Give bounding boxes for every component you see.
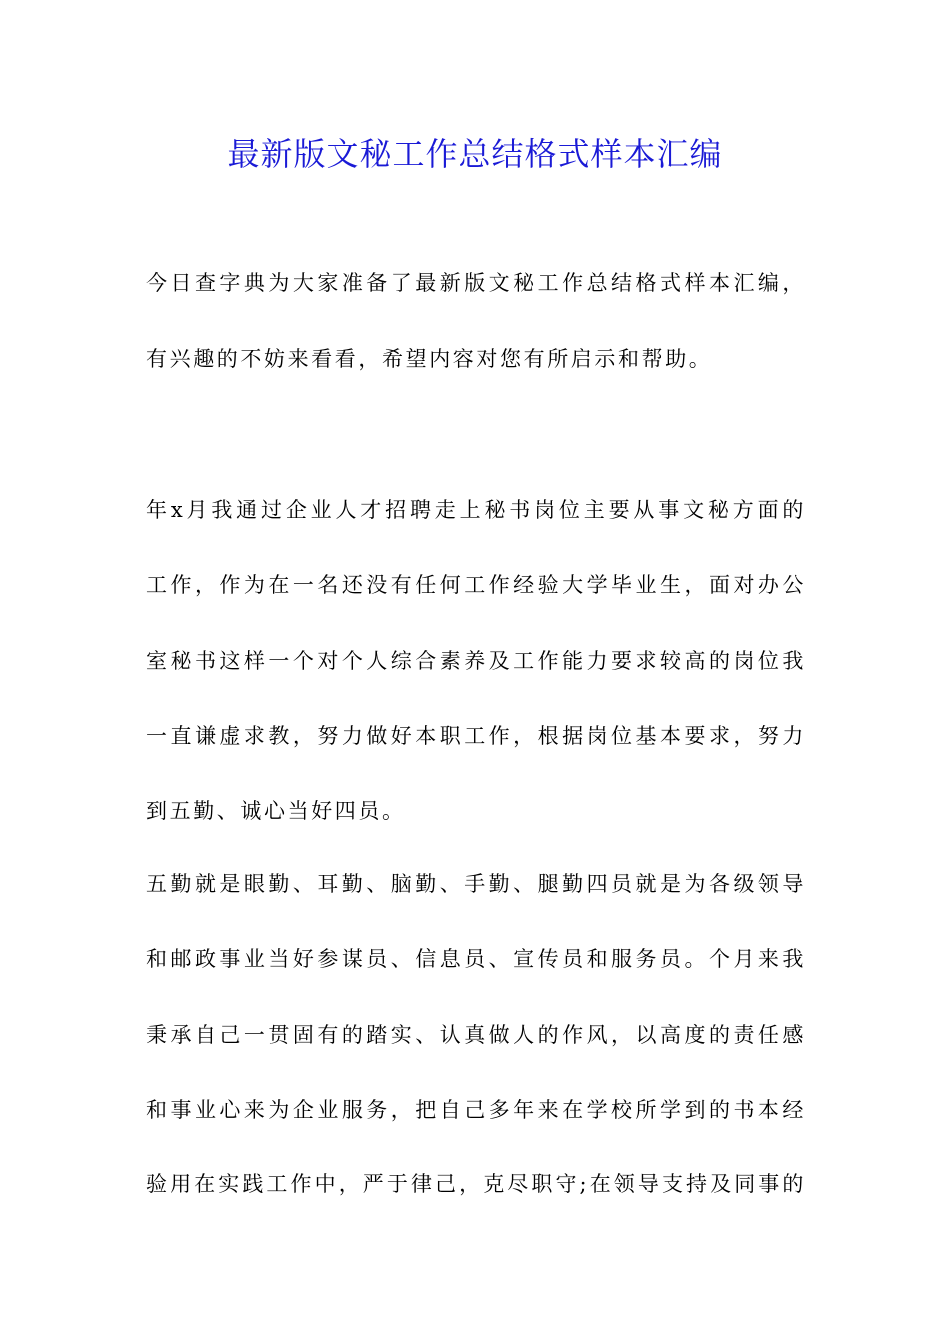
paragraph2-line-3: 秉承自己一贯固有的踏实、认真做人的作风，以高度的责任感 [146,1023,806,1047]
paragraph2-line-4: 和事业心来为企业服务，把自己多年来在学校所学到的书本经 [146,1098,806,1122]
paragraph2-line-1: 五勤就是眼勤、耳勤、脑勤、手勤、腿勤四员就是为各级领导 [146,872,806,896]
paragraph1-line-2: 工作，作为在一名还没有任何工作经验大学毕业生，面对办公 [146,573,806,597]
paragraph1-line-4: 一直谦虚求教，努力做好本职工作，根据岗位基本要求，努力 [146,724,806,748]
paragraph2-line-2: 和邮政事业当好参谋员、信息员、宣传员和服务员。个月来我 [146,947,806,971]
paragraph1-line-3: 室秘书这样一个对个人综合素养及工作能力要求较高的岗位我 [146,649,806,673]
paragraph1-line-5: 到五勤、诚心当好四员。 [146,799,406,823]
intro-line-2: 有兴趣的不妨来看看，希望内容对您有所启示和帮助。 [146,347,713,371]
paragraph1-line-1: 年x月我通过企业人才招聘走上秘书岗位主要从事文秘方面的 [146,498,806,522]
paragraph2-line-5: 验用在实践工作中，严于律己，克尽职守;在领导支持及同事的 [146,1172,806,1196]
document-title: 最新版文秘工作总结格式样本汇编 [227,135,723,173]
intro-line-1: 今日查字典为大家准备了最新版文秘工作总结格式样本汇编， [146,271,806,295]
